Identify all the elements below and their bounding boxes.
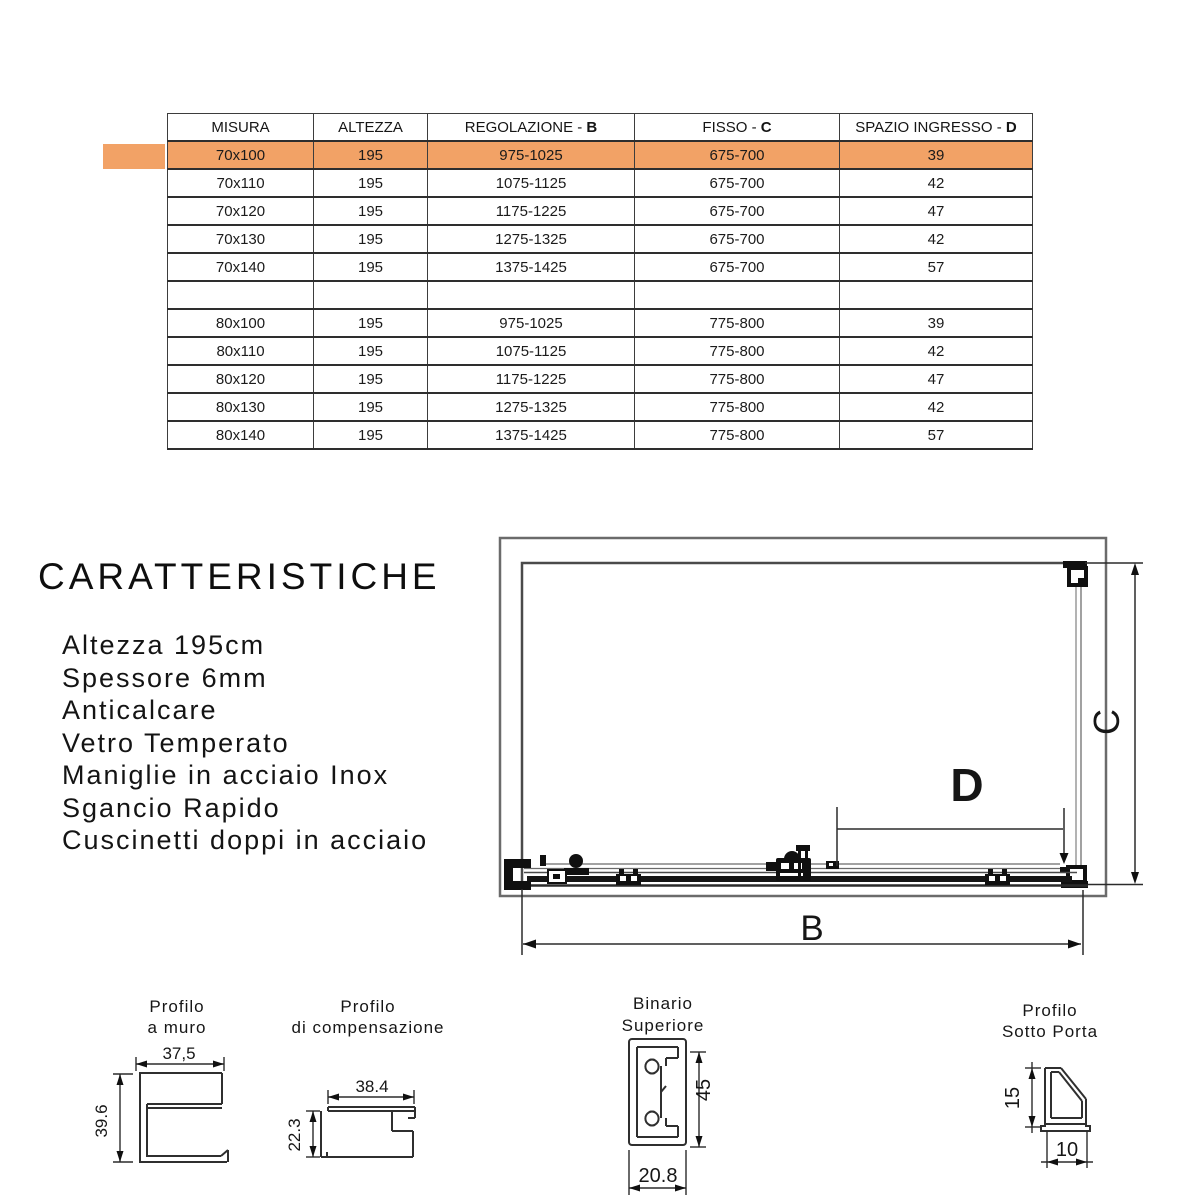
table-cell: 195 [314,169,428,197]
outer-frame [500,538,1106,896]
header-cell-2: REGOLAZIONE - B [428,114,635,142]
table-cell: 775-800 [635,393,840,421]
table-cell: 42 [840,393,1033,421]
profile-a-muro-drawing [92,997,228,1162]
header-cell-0: MISURA [168,114,314,142]
table-cell: 1275-1325 [428,225,635,253]
table-cell: 1175-1225 [428,365,635,393]
table-cell: 57 [840,421,1033,449]
table-cell: 70x130 [168,225,314,253]
table-cell: 775-800 [635,337,840,365]
table-cell: 80x120 [168,365,314,393]
table-cell: 42 [840,337,1033,365]
characteristics-item: Spessore 6mm [62,662,268,693]
characteristics-item: Cuscinetti doppi in acciaio [62,825,429,855]
header-cell-1: ALTEZZA [314,114,428,142]
table-cell: 195 [314,225,428,253]
characteristics-item: Sgancio Rapido [62,792,281,823]
binario-superiore-drawing [622,994,715,1195]
table-cell: 675-700 [635,141,840,169]
table-cell: 775-800 [635,309,840,337]
table-cell: 975-1025 [428,309,635,337]
label-c: C [1086,709,1127,735]
table-cell: 775-800 [635,421,840,449]
table-cell: 195 [314,365,428,393]
table-cell: 47 [840,197,1033,225]
table-cell: 70x140 [168,253,314,281]
table-cell: 1175-1225 [428,197,635,225]
profile-a-muro-title2: a muro [147,1018,207,1037]
table-cell: 39 [840,141,1033,169]
profile-compensazione-drawing [285,997,445,1157]
table-cell: 80x100 [168,309,314,337]
table-cell: 1375-1425 [428,253,635,281]
table-cell: 1375-1425 [428,421,635,449]
characteristics-title: CARATTERISTICHE [38,556,441,597]
profilo-sotto-porta-drawing [1002,1001,1098,1168]
table-cell: 47 [840,365,1033,393]
characteristics-item: Vetro Temperato [62,727,290,758]
sotto-porta-width: 10 [1055,1139,1079,1161]
profile-compensazione-title2: di compensazione [291,1018,445,1037]
table-cell: 42 [840,169,1033,197]
profile-a-muro-title1: Profilo [149,997,205,1016]
label-d: D [950,759,984,811]
table-cell: 195 [314,141,428,169]
table-cell: 42 [840,225,1033,253]
table-cell: 39 [840,309,1033,337]
table-cell: 195 [314,253,428,281]
table-cell: 675-700 [635,253,840,281]
main-drawing [500,538,1143,955]
header-cell-4: SPAZIO INGRESSO - D [840,114,1033,142]
table-cell: 80x130 [168,393,314,421]
binario-title1: Binario [633,994,693,1013]
table-cell: 70x100 [168,141,314,169]
table-cell: 195 [314,421,428,449]
sotto-porta-height: 15 [1002,1086,1024,1110]
table-cell: 70x120 [168,197,314,225]
table-cell: 675-700 [635,197,840,225]
header-cell-3: FISSO - C [635,114,840,142]
table-cell: 195 [314,337,428,365]
sotto-porta-title2: Sotto Porta [1001,1022,1099,1041]
table-cell: 675-700 [635,169,840,197]
profile-compensazione-height: 22.3 [285,1118,304,1152]
table-cell: 675-700 [635,225,840,253]
table-cell: 775-800 [635,365,840,393]
profile-a-muro-width: 37,5 [162,1044,196,1063]
table-cell: 70x110 [168,169,314,197]
table-cell: 195 [314,309,428,337]
table-cell: 195 [314,393,428,421]
label-b: B [800,909,824,948]
profile-a-muro-height: 39.6 [92,1104,111,1138]
binario-title2: Superiore [621,1016,705,1035]
table-cell: 1075-1125 [428,337,635,365]
binario-width: 20.8 [638,1165,678,1187]
table-cell: 80x140 [168,421,314,449]
characteristics-item: Altezza 195cm [62,630,266,660]
table-cell: 1075-1125 [428,169,635,197]
table-cell: 195 [314,197,428,225]
table-cell: 80x110 [168,337,314,365]
characteristics-item: Maniglie in acciaio Inox [62,760,390,790]
profile-compensazione-width: 38.4 [355,1077,389,1096]
profile-compensazione-title1: Profilo [340,997,396,1016]
characteristics-item: Anticalcare [62,695,218,725]
table-cell: 975-1025 [428,141,635,169]
table-cell: 1275-1325 [428,393,635,421]
table-cell: 57 [840,253,1033,281]
binario-height: 45 [693,1078,715,1102]
sotto-porta-title1: Profilo [1022,1001,1078,1020]
